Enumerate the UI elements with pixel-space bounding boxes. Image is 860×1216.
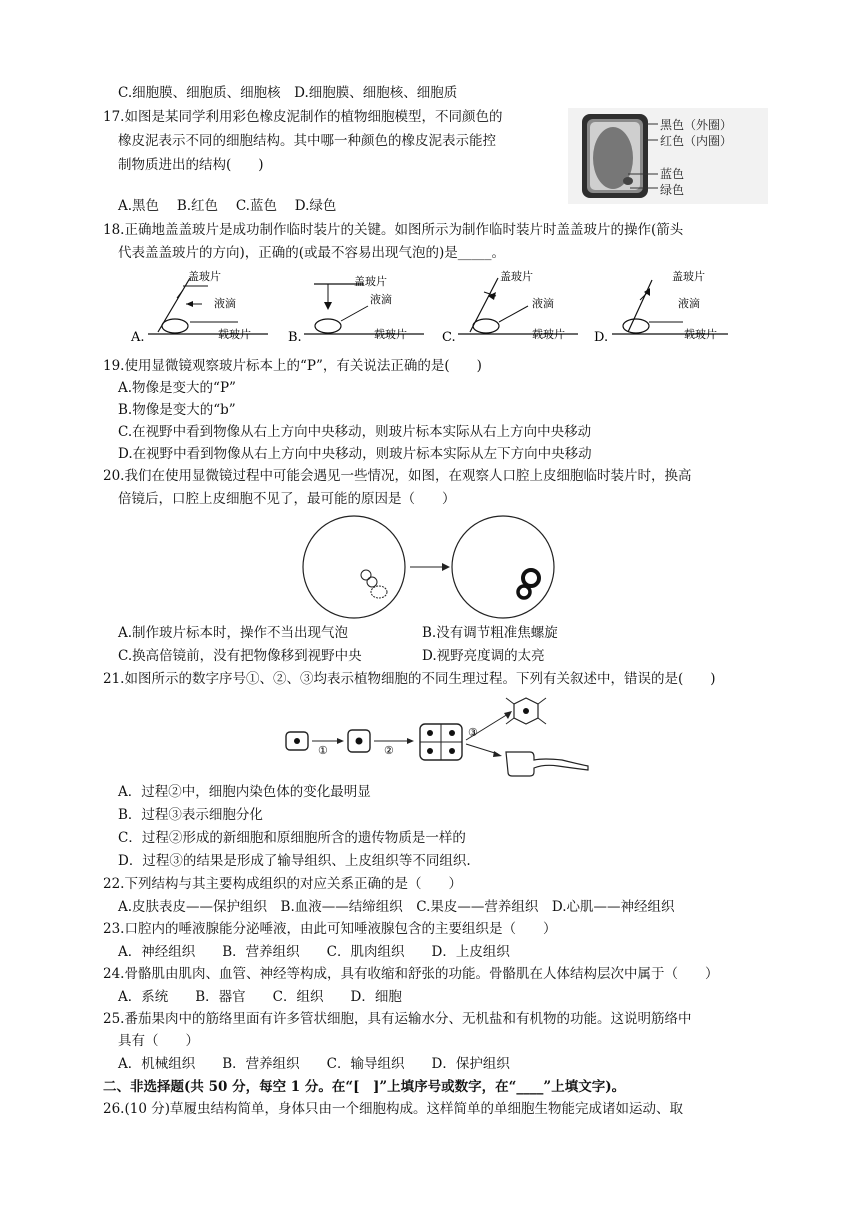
q25-stem-line1: 25.番茄果肉中的筋络里面有许多管状细胞，具有运输水分、无机盐和有机物的功能。这说明筋络中 <box>103 1011 692 1027</box>
q17-stem-line1: 17.如图是某同学利用彩色橡皮泥制作的植物细胞模型，不同颜色的 <box>103 109 503 125</box>
q17-stem-line2: 橡皮泥表示不同的细胞结构。其中哪一种颜色的橡皮泥表示能控 <box>118 133 496 149</box>
option-b-diagram <box>288 274 424 345</box>
label-red: 红色（内圈） <box>660 134 733 148</box>
svg-text:盖玻片: 盖玻片 <box>672 270 705 283</box>
q20-option-b: B.没有调节粗准焦螺旋 <box>422 625 558 641</box>
q21-option-d: D．过程③的结果是形成了输导组织、上皮组织等不同组织. <box>118 853 471 869</box>
q19-option-d: D.在视野中看到物像从右上方向中央移动，则玻片标本实际从左下方向中央移动 <box>118 446 592 462</box>
svg-text:②: ② <box>384 744 394 757</box>
q21-option-a: A．过程②中，细胞内染色体的变化最明显 <box>118 784 371 800</box>
svg-text:盖玻片: 盖玻片 <box>500 270 533 283</box>
q21-option-c: C．过程②形成的新细胞和原细胞所含的遗传物质是一样的 <box>118 830 466 846</box>
svg-text:载玻片: 载玻片 <box>218 328 251 341</box>
svg-text:液滴: 液滴 <box>370 293 392 306</box>
q23-options: A．神经组织 B．营养组织 C．肌肉组织 D．上皮组织 <box>118 944 510 960</box>
section-heading: 二、非选择题(共 50 分，每空 1 分。在“[ ]”上填序号或数字，在“____”上填文字)。 <box>103 1079 626 1095</box>
label-black: 黑色（外圈） <box>660 118 733 132</box>
cell-process-figure <box>282 690 604 782</box>
q20-stem-line1: 20.我们在使用显微镜过程中可能会遇见一些情况，如图，在观察人口腔上皮细胞临时装片时，换高 <box>103 468 692 484</box>
q22-options: A.皮肤表皮——保护组织 B.血液——结缔组织 C.果皮——营养组织 D.心肌——神经组织 <box>118 899 675 915</box>
svg-text:液滴: 液滴 <box>532 297 554 310</box>
svg-text:载玻片: 载玻片 <box>374 328 407 341</box>
option-a-diagram <box>130 269 268 345</box>
q24-options: A．系统 B．器官 C．组织 D．细胞 <box>118 989 402 1005</box>
label-green: 绿色 <box>660 183 685 197</box>
q25-options: A．机械组织 B．营养组织 C．输导组织 D．保护组织 <box>118 1056 510 1072</box>
svg-text:①: ① <box>318 744 328 757</box>
svg-text:盖玻片: 盖玻片 <box>354 275 387 288</box>
svg-text:C.: C. <box>442 330 456 345</box>
q18-stem-line2: 代表盖盖玻片的方向)，正确的(或最不容易出现气泡的)是_____。 <box>118 245 506 261</box>
svg-text:B.: B. <box>288 330 302 345</box>
microscope-field-figure <box>300 514 568 620</box>
q18-stem-line1: 18.正确地盖盖玻片是成功制作临时装片的关键。如图所示为制作临时装片时盖盖玻片的操作(箭头 <box>103 222 684 238</box>
svg-text:液滴: 液滴 <box>678 297 700 310</box>
q20-option-c: C.换高倍镜前，没有把物像移到视野中央 <box>118 648 362 664</box>
svg-text:D.: D. <box>594 330 609 345</box>
svg-text:液滴: 液滴 <box>214 297 236 310</box>
q26-line1: 26.(10 分)草履虫结构简单，身体只由一个细胞构成。这样简单的单细胞生物能完成诸如运动、取 <box>103 1101 683 1117</box>
q16-options: C.细胞膜、细胞质、细胞核 D.细胞膜、细胞核、细胞质 <box>118 85 458 101</box>
option-c-diagram <box>442 269 578 345</box>
svg-text:③: ③ <box>468 726 478 739</box>
q19-option-a: A.物像是变大的“P” <box>118 380 236 396</box>
q23-stem: 23.口腔内的唾液腺能分泌唾液，由此可知唾液腺包含的主要组织是（ ） <box>103 921 557 937</box>
plant-cell-model-figure <box>568 108 768 204</box>
svg-text:载玻片: 载玻片 <box>532 328 565 341</box>
q21-option-b: B．过程③表示细胞分化 <box>118 807 263 823</box>
q22-stem: 22.下列结构与其主要构成组织的对应关系正确的是（ ） <box>103 876 462 892</box>
q17-stem-line3: 制物质进出的结构( ) <box>118 157 264 173</box>
q20-stem-line2: 倍镜后，口腔上皮细胞不见了，最可能的原因是（ ） <box>118 491 456 507</box>
q17-options: A.黑色 B.红色 C.蓝色 D.绿色 <box>118 198 337 214</box>
coverslip-figure <box>128 266 728 348</box>
q20-option-a: A.制作玻片标本时，操作不当出现气泡 <box>118 625 349 641</box>
q24-stem: 24.骨骼肌由肌肉、血管、神经等构成，具有收缩和舒张的功能。骨骼肌在人体结构层次中属于（ ） <box>103 966 719 982</box>
q19-option-c: C.在视野中看到物像从右上方向中央移动，则玻片标本实际从右上方向中央移动 <box>118 424 592 440</box>
q20-option-d: D.视野亮度调的太亮 <box>422 648 545 664</box>
label-blue: 蓝色 <box>660 167 685 181</box>
option-d-diagram <box>594 269 728 345</box>
q21-stem: 21.如图所示的数字序号①、②、③均表示植物细胞的不同生理过程。下列有关叙述中，错误的是( ) <box>103 671 716 687</box>
svg-text:载玻片: 载玻片 <box>684 328 717 341</box>
q19-stem: 19.使用显微镜观察玻片标本上的“P”，有关说法正确的是( ) <box>103 358 482 374</box>
q19-option-b: B.物像是变大的“b” <box>118 402 236 418</box>
q25-stem-line2: 具有（ ） <box>118 1033 199 1049</box>
svg-text:A.: A. <box>131 330 145 345</box>
svg-text:盖玻片: 盖玻片 <box>188 270 221 283</box>
